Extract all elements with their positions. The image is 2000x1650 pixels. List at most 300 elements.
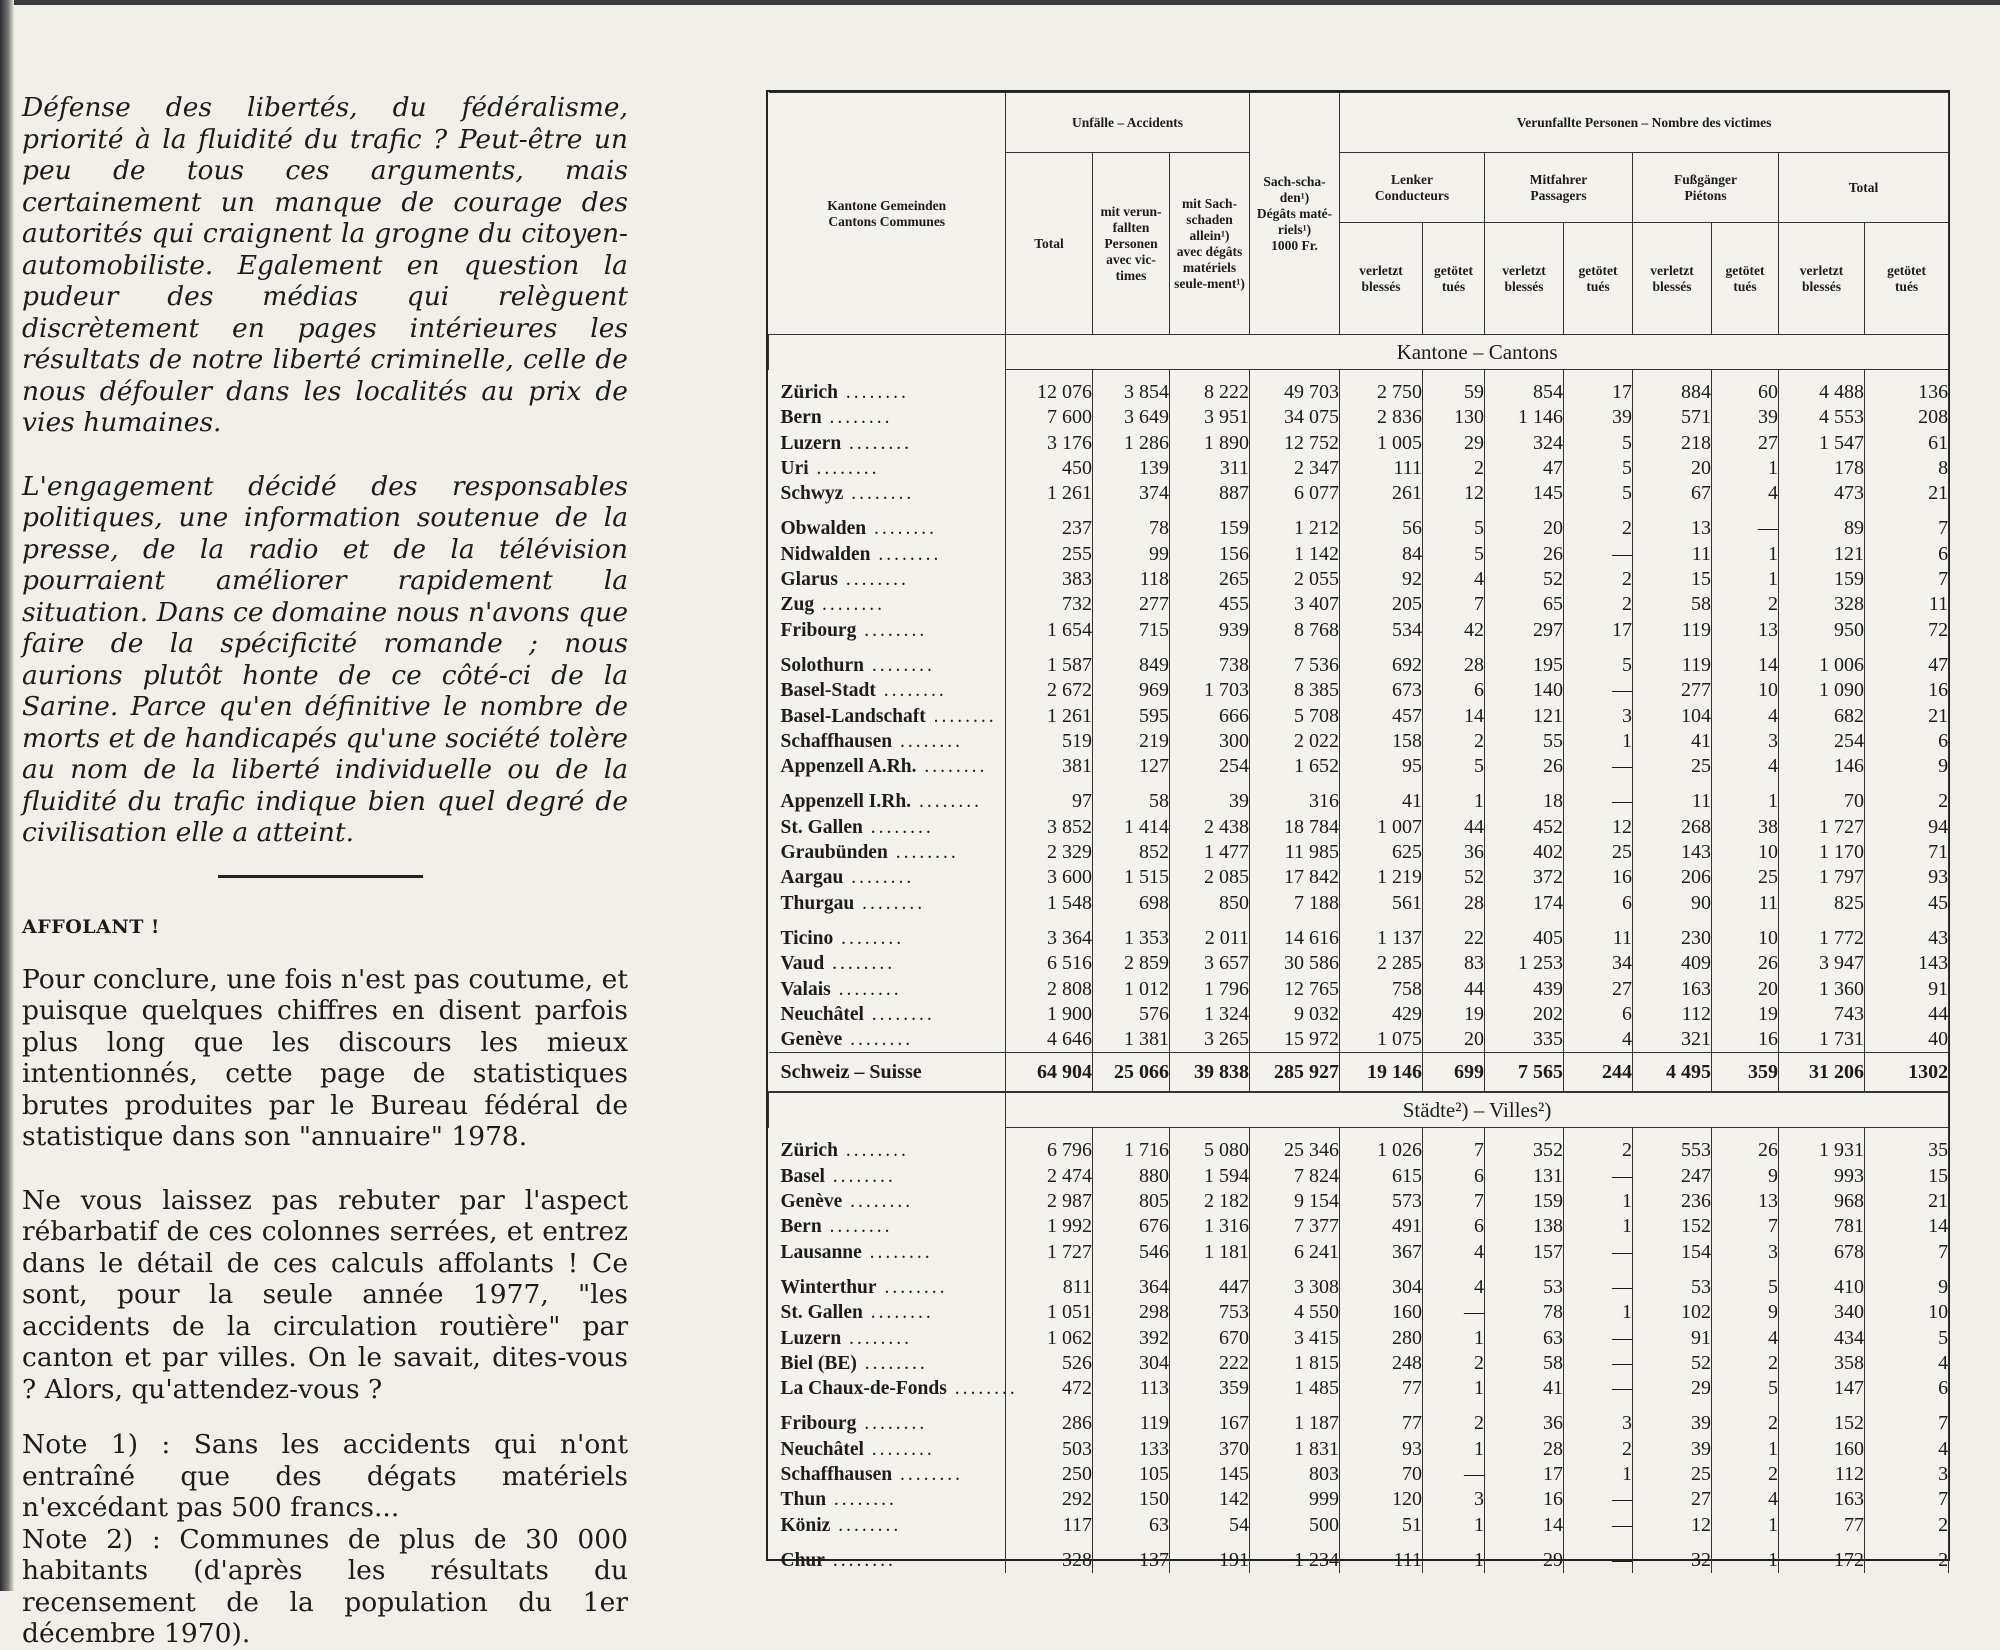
cell-value: 47 (1865, 653, 1949, 678)
cell-value: 16 (1712, 1027, 1779, 1053)
cell-value: 1 005 (1340, 431, 1423, 456)
cell-value: 70 (1779, 789, 1865, 814)
cell-value: 36 (1485, 1411, 1564, 1436)
cell-value: 1 062 (1006, 1326, 1093, 1351)
cell-value: 2 474 (1006, 1164, 1093, 1189)
row-label-text: Lausanne (780, 1241, 862, 1263)
cell-value: 219 (1093, 729, 1170, 754)
row-label-text: Valais (780, 978, 831, 1000)
cell-value: 625 (1340, 840, 1423, 865)
cell-value: 146 (1779, 754, 1865, 779)
canton-row (769, 678, 1949, 703)
section-title-cantons: Kantone – Cantons (1006, 335, 1949, 370)
leader-dots: ........ (862, 1302, 934, 1324)
cell-value: 3 649 (1093, 405, 1170, 430)
canton-row (769, 789, 1949, 814)
city-row (769, 1411, 1949, 1436)
cell-value: 94 (1865, 815, 1949, 840)
header-passengers: Mitfahrer Passagers (1485, 153, 1633, 223)
cell-value: 1 261 (1006, 481, 1093, 506)
row-label-text: Uri (780, 457, 809, 479)
row-label (769, 431, 1006, 456)
cell-value: 1 594 (1170, 1164, 1250, 1189)
cell-value: 12 (1633, 1513, 1712, 1538)
cell-value: 133 (1093, 1437, 1170, 1462)
cell-value: 519 (1006, 729, 1093, 754)
city-row (769, 1164, 1949, 1189)
cell-value: 7 (1865, 567, 1949, 592)
canton-row (769, 754, 1949, 779)
cell-value: 25 066 (1093, 1053, 1170, 1093)
cell-value: 20 (1712, 977, 1779, 1002)
cell-value: 571 (1633, 405, 1712, 430)
cell-value: 7 (1423, 1138, 1485, 1163)
leader-dots: ........ (842, 1191, 914, 1213)
cell-value: 887 (1170, 481, 1250, 506)
leader-dots: ........ (842, 1029, 914, 1051)
leader-dots: ........ (887, 842, 959, 864)
cell-value: 2 (1865, 1513, 1949, 1538)
cell-value: 2 (1564, 1437, 1633, 1462)
cell-value: 2 347 (1250, 456, 1340, 481)
cell-value: 38 (1712, 815, 1779, 840)
cell-value: 255 (1006, 542, 1093, 567)
cell-value: 77 (1340, 1376, 1423, 1401)
cell-value: 7 377 (1250, 1214, 1340, 1239)
row-spacer (769, 1128, 1949, 1139)
accident-statistics-table (768, 92, 1949, 1573)
cell-value: 21 (1865, 704, 1949, 729)
cell-value: 359 (1170, 1376, 1250, 1401)
cell-value: 2 (1564, 1138, 1633, 1163)
cell-value: 7 188 (1250, 891, 1340, 916)
cell-value: 5 (1564, 653, 1633, 678)
header-pedestrians: Fußgänger Piétons (1633, 153, 1779, 223)
cell-value: 12 076 (1006, 380, 1093, 405)
row-label-text: St. Gallen (780, 816, 863, 838)
cell-value: 102 (1633, 1300, 1712, 1325)
cell-value: 434 (1779, 1326, 1865, 1351)
cell-value: 112 (1633, 1002, 1712, 1027)
section-spacer (769, 1092, 1006, 1128)
canton-row (769, 618, 1949, 643)
row-label-text: Appenzell I.Rh. (780, 791, 912, 813)
cell-value: 1 051 (1006, 1300, 1093, 1325)
cell-value: 374 (1093, 481, 1170, 506)
row-label-text: Appenzell A.Rh. (780, 756, 917, 778)
cell-value: 195 (1485, 653, 1564, 678)
cell-value: 14 (1865, 1214, 1949, 1239)
cell-value: 237 (1006, 516, 1093, 541)
cell-value: 1 187 (1250, 1411, 1340, 1436)
cell-value: 61 (1865, 431, 1949, 456)
cell-value: 11 (1865, 592, 1949, 617)
canton-row (769, 456, 1949, 481)
cell-value: 1 548 (1006, 891, 1093, 916)
cell-value: 6 (1865, 729, 1949, 754)
leader-dots: ........ (824, 1549, 896, 1571)
header-total: Total (1006, 153, 1093, 335)
cell-value: 39 838 (1170, 1053, 1250, 1093)
cell-value: 6 241 (1250, 1240, 1340, 1265)
header-damage: Sach-scha-den¹) Dégâts maté-riels¹) 1000 Fr. (1250, 93, 1340, 335)
cell-value: 1 654 (1006, 618, 1093, 643)
cell-value: 324 (1485, 431, 1564, 456)
row-label-text: Basel (780, 1165, 825, 1187)
cell-value: 254 (1779, 729, 1865, 754)
header-injured: verletzt blessés (1633, 223, 1712, 335)
row-label (769, 542, 1006, 567)
cell-value: 5 (1712, 1376, 1779, 1401)
table-body (769, 335, 1949, 1574)
leader-dots: ........ (854, 892, 926, 914)
row-label (769, 1326, 1006, 1351)
cell-value: 2 (1865, 789, 1949, 814)
leader-dots: ........ (843, 867, 915, 889)
cell-value: 8 768 (1250, 618, 1340, 643)
row-label (769, 1487, 1006, 1512)
cell-value: 138 (1485, 1214, 1564, 1239)
leader-dots: ........ (808, 457, 880, 479)
canton-row (769, 380, 1949, 405)
cell-value: 145 (1170, 1462, 1250, 1487)
row-label (769, 1240, 1006, 1265)
cell-value: 1 587 (1006, 653, 1093, 678)
cell-value: 13 (1712, 1189, 1779, 1214)
cell-value: 2 (1564, 592, 1633, 617)
cell-value: 17 (1485, 1462, 1564, 1487)
cell-value: 457 (1340, 704, 1423, 729)
cell-value: 20 (1485, 516, 1564, 541)
cell-value: 16 (1865, 678, 1949, 703)
cell-value: 13 (1633, 516, 1712, 541)
canton-row (769, 516, 1949, 541)
cell-value: 15 (1633, 567, 1712, 592)
cell-value: 4 (1712, 1326, 1779, 1351)
cell-value: 553 (1633, 1138, 1712, 1163)
cell-value: 159 (1779, 567, 1865, 592)
cell-value: 9 (1865, 1275, 1949, 1300)
cell-value: 825 (1779, 891, 1865, 916)
city-row (769, 1351, 1949, 1376)
row-label-text: Fribourg (780, 619, 857, 641)
cell-value: 3 951 (1170, 405, 1250, 430)
leader-dots: ........ (925, 705, 997, 727)
cell-value: 6 (1423, 1214, 1485, 1239)
cell-value: 39 (1564, 405, 1633, 430)
cell-value: 152 (1633, 1214, 1712, 1239)
cell-value: 72 (1865, 618, 1949, 643)
cell-value: 3 (1712, 729, 1779, 754)
cell-value: 39 (1712, 405, 1779, 430)
cell-value: 118 (1093, 567, 1170, 592)
cell-value: 277 (1633, 678, 1712, 703)
row-label-text: Fribourg (780, 1413, 857, 1435)
cell-value: 89 (1779, 516, 1865, 541)
row-label-text: Bern (780, 407, 822, 429)
row-label (769, 754, 1006, 779)
cell-value: 1 796 (1170, 977, 1250, 1002)
cell-value: 4 (1865, 1351, 1949, 1376)
cell-value: — (1564, 542, 1633, 567)
cell-value: 4 (1712, 704, 1779, 729)
cell-value: 4 488 (1779, 380, 1865, 405)
cell-value: 130 (1423, 405, 1485, 430)
cell-value: 405 (1485, 926, 1564, 951)
cell-value: 41 (1485, 1376, 1564, 1401)
leader-dots: ........ (916, 756, 988, 778)
header-injured: verletzt blessés (1779, 223, 1865, 335)
cell-value: 615 (1340, 1164, 1423, 1189)
canton-row (769, 1002, 1949, 1027)
cell-value: 7 824 (1250, 1164, 1340, 1189)
cell-value: 7 600 (1006, 405, 1093, 430)
row-label (769, 704, 1006, 729)
cell-value: 136 (1865, 380, 1949, 405)
row-spacer (769, 916, 1949, 926)
cell-value: 3 308 (1250, 1275, 1340, 1300)
cell-value: 321 (1633, 1027, 1712, 1053)
row-label-text: Graubünden (780, 842, 888, 864)
cell-value: 732 (1006, 592, 1093, 617)
canton-row (769, 431, 1949, 456)
cell-value: 12 (1564, 815, 1633, 840)
cell-value: 10 (1712, 840, 1779, 865)
cell-value: 40 (1865, 1027, 1949, 1053)
canton-row (769, 815, 1949, 840)
cell-value: 19 146 (1340, 1053, 1423, 1093)
cell-value: 9 154 (1250, 1189, 1340, 1214)
leader-dots: ........ (830, 1514, 902, 1536)
cell-value: 28 (1485, 1437, 1564, 1462)
cell-value: 58 (1485, 1351, 1564, 1376)
cell-value: 99 (1093, 542, 1170, 567)
leader-dots: ........ (824, 953, 896, 975)
cell-value: 121 (1779, 542, 1865, 567)
leader-dots: ........ (892, 1463, 963, 1485)
cell-value: 84 (1340, 542, 1423, 567)
cell-value: 9 032 (1250, 1002, 1340, 1027)
row-label (769, 891, 1006, 916)
row-label-text: Schweiz – Suisse (780, 1061, 922, 1084)
cell-value: 1 170 (1779, 840, 1865, 865)
cell-value: 4 (1865, 1437, 1949, 1462)
cell-value: 1 515 (1093, 865, 1170, 890)
cell-value: 950 (1779, 618, 1865, 643)
cell-value: 666 (1170, 704, 1250, 729)
cell-value: 1 253 (1485, 951, 1564, 976)
cell-value: 5 (1423, 542, 1485, 567)
cell-value: 758 (1340, 977, 1423, 1002)
cell-value: 14 (1712, 653, 1779, 678)
cell-value: 340 (1779, 1300, 1865, 1325)
cell-value: 1 (1712, 542, 1779, 567)
section-spacer (769, 335, 1006, 370)
cell-value: 25 (1712, 865, 1779, 890)
cell-value: 1 261 (1006, 704, 1093, 729)
row-label (769, 1411, 1006, 1436)
cell-value: 83 (1423, 951, 1485, 976)
cell-value: 120 (1340, 1487, 1423, 1512)
cell-value: 1 890 (1170, 431, 1250, 456)
canton-row (769, 840, 1949, 865)
cell-value: 30 586 (1250, 951, 1340, 976)
cell-value: 26 (1485, 542, 1564, 567)
cell-value: 999 (1250, 1487, 1340, 1512)
cell-value: 1 703 (1170, 678, 1250, 703)
cell-value: 60 (1712, 380, 1779, 405)
cell-value: 145 (1485, 481, 1564, 506)
cell-value: 452 (1485, 815, 1564, 840)
header-material-only: mit Sach-schaden allein¹) avec dégâts matériels seule-ment¹) (1170, 153, 1250, 335)
cell-value: 16 (1485, 1487, 1564, 1512)
section-divider (218, 875, 423, 878)
cell-value: 993 (1779, 1164, 1865, 1189)
cell-value: 12 765 (1250, 977, 1340, 1002)
cell-value: 1 (1564, 1462, 1633, 1487)
cell-value: 673 (1340, 678, 1423, 703)
top-border (0, 0, 2000, 5)
row-spacer (769, 370, 1949, 381)
cell-value: 205 (1340, 592, 1423, 617)
cell-value: 49 703 (1250, 380, 1340, 405)
canton-row (769, 405, 1949, 430)
cell-value: 3 265 (1170, 1027, 1250, 1053)
cell-value: 7 (1865, 1411, 1949, 1436)
cell-value: 2 (1423, 456, 1485, 481)
cell-value: 292 (1006, 1487, 1093, 1512)
cell-value: 1 219 (1340, 865, 1423, 890)
cell-value: 576 (1093, 1002, 1170, 1027)
cell-value: 1 815 (1250, 1351, 1340, 1376)
article-paragraph-1: Défense des libertés, du fédéralisme, priorité à la fluidité du trafic ? Peut-être un peu de tous ces arguments, mais certainement un manque de courage des autorités qui craignent la grogne du citoyen-automobiliste. Egalement en question la pudeur des médias qui relèguent discrètement en pages intérieures les résultats de notre liberté criminelle, celle de nous défouler dans les localités au prix de vies humaines. (22, 92, 628, 438)
cell-value: 7 (1865, 1240, 1949, 1265)
cell-value: 10 (1712, 678, 1779, 703)
row-label-text: Genève (780, 1029, 843, 1051)
cell-value: 93 (1865, 865, 1949, 890)
cell-value: 1 477 (1170, 840, 1250, 865)
cell-value: 159 (1485, 1189, 1564, 1214)
cell-value: 6 (1564, 1002, 1633, 1027)
cell-value: 25 (1633, 754, 1712, 779)
row-label (769, 1437, 1006, 1462)
cell-value: 21 (1865, 1189, 1949, 1214)
row-label-text: Winterthur (780, 1276, 877, 1298)
cell-value: 52 (1423, 865, 1485, 890)
cell-value: 4 (1712, 481, 1779, 506)
row-label (769, 977, 1006, 1002)
cell-value: 119 (1633, 653, 1712, 678)
cell-value: 44 (1423, 815, 1485, 840)
row-label-text: Chur (780, 1549, 825, 1571)
city-row (769, 1189, 1949, 1214)
city-row (769, 1376, 1949, 1401)
leader-dots: ........ (837, 382, 909, 403)
row-label (769, 729, 1006, 754)
cell-value: 3 600 (1006, 865, 1093, 890)
cell-value: 5 (1564, 456, 1633, 481)
cell-value: 65 (1485, 592, 1564, 617)
cell-value: 1 026 (1340, 1138, 1423, 1163)
leader-dots: ........ (870, 543, 942, 565)
leader-dots: ........ (863, 1003, 935, 1025)
cell-value: 7 565 (1485, 1053, 1564, 1093)
cell-value: 117 (1006, 1513, 1093, 1538)
cell-value: 546 (1093, 1240, 1170, 1265)
cell-value: 3 415 (1250, 1326, 1340, 1351)
cell-value: 1 727 (1779, 815, 1865, 840)
leader-dots: ........ (821, 407, 893, 429)
canton-row (769, 891, 1949, 916)
article-paragraph-2: L'engagement décidé des responsables politiques, une information soutenue de la presse, de la radio et de la télévision pourraient améliorer rapidement la situation. Dans ce domaine nous n'avons que faire de la spécificité romande ; nous aurions plutôt honte de ce côté-ci de la Sarine. Parce qu'en définitive le nombre de morts et de handicapés qu'une société tolère au nom de la liberté individuelle ou de la fluidité du trafic indique bien quel degré de civilisation elle a atteint. (22, 470, 628, 848)
cell-value: 11 985 (1250, 840, 1340, 865)
cell-value: 738 (1170, 653, 1250, 678)
cell-value: 561 (1340, 891, 1423, 916)
row-label (769, 1376, 1018, 1401)
cell-value: 1 (1712, 567, 1779, 592)
cell-value: 1 (1423, 789, 1485, 814)
cell-value: 111 (1340, 456, 1423, 481)
cell-value: 503 (1006, 1437, 1093, 1462)
cell-value: 880 (1093, 1164, 1170, 1189)
cell-value: 97 (1006, 789, 1093, 814)
row-label (769, 951, 1006, 976)
cell-value: — (1564, 1513, 1633, 1538)
cell-value: 1 (1423, 1513, 1485, 1538)
cell-value: 160 (1340, 1300, 1423, 1325)
cell-value: 34 075 (1250, 405, 1340, 430)
cell-value: 358 (1779, 1351, 1865, 1376)
cell-value: 64 904 (1006, 1053, 1093, 1093)
note-1: Note 1) : Sans les accidents qui n'ont entraîné que des dégats matériels n'excédant pas 500 francs... (22, 1429, 628, 1523)
cell-value: 248 (1340, 1351, 1423, 1376)
cell-value: 372 (1485, 865, 1564, 890)
row-label (769, 840, 1006, 865)
header-killed: getötet tués (1865, 223, 1949, 335)
cell-value: 450 (1006, 456, 1093, 481)
cell-value: 854 (1485, 380, 1564, 405)
cell-value: 2 285 (1340, 951, 1423, 976)
cell-value: 104 (1633, 704, 1712, 729)
cell-value: 156 (1170, 542, 1250, 567)
cell-value: 500 (1250, 1513, 1340, 1538)
header-accidents-group: Unfälle – Accidents (1006, 93, 1250, 153)
note-2: Note 2) : Communes de plus de 30 000 habitants (d'après les résultats du recensement de la population du 1er décembre 1970). (22, 1523, 628, 1649)
cell-value: 1 727 (1006, 1240, 1093, 1265)
cell-value: 14 616 (1250, 926, 1340, 951)
canton-row (769, 1027, 1949, 1053)
cell-value: 3 854 (1093, 380, 1170, 405)
cell-value: 370 (1170, 1437, 1250, 1462)
row-label (769, 789, 1006, 814)
cell-value: 13 (1712, 618, 1779, 643)
cell-value: 250 (1006, 1462, 1093, 1487)
cell-value: 77 (1779, 1513, 1865, 1538)
cell-value: 39 (1633, 1437, 1712, 1462)
cell-value: 163 (1633, 977, 1712, 1002)
cell-value: 277 (1093, 592, 1170, 617)
cell-value: 1 137 (1340, 926, 1423, 951)
cell-value: 2 672 (1006, 678, 1093, 703)
cell-value: 455 (1170, 592, 1250, 617)
cell-value: 682 (1779, 704, 1865, 729)
row-label (769, 516, 1006, 541)
cell-value: 2 055 (1250, 567, 1340, 592)
leader-dots: ........ (892, 730, 963, 752)
leader-dots: ........ (911, 791, 982, 813)
cell-value: 1 007 (1340, 815, 1423, 840)
cell-value: — (1564, 789, 1633, 814)
